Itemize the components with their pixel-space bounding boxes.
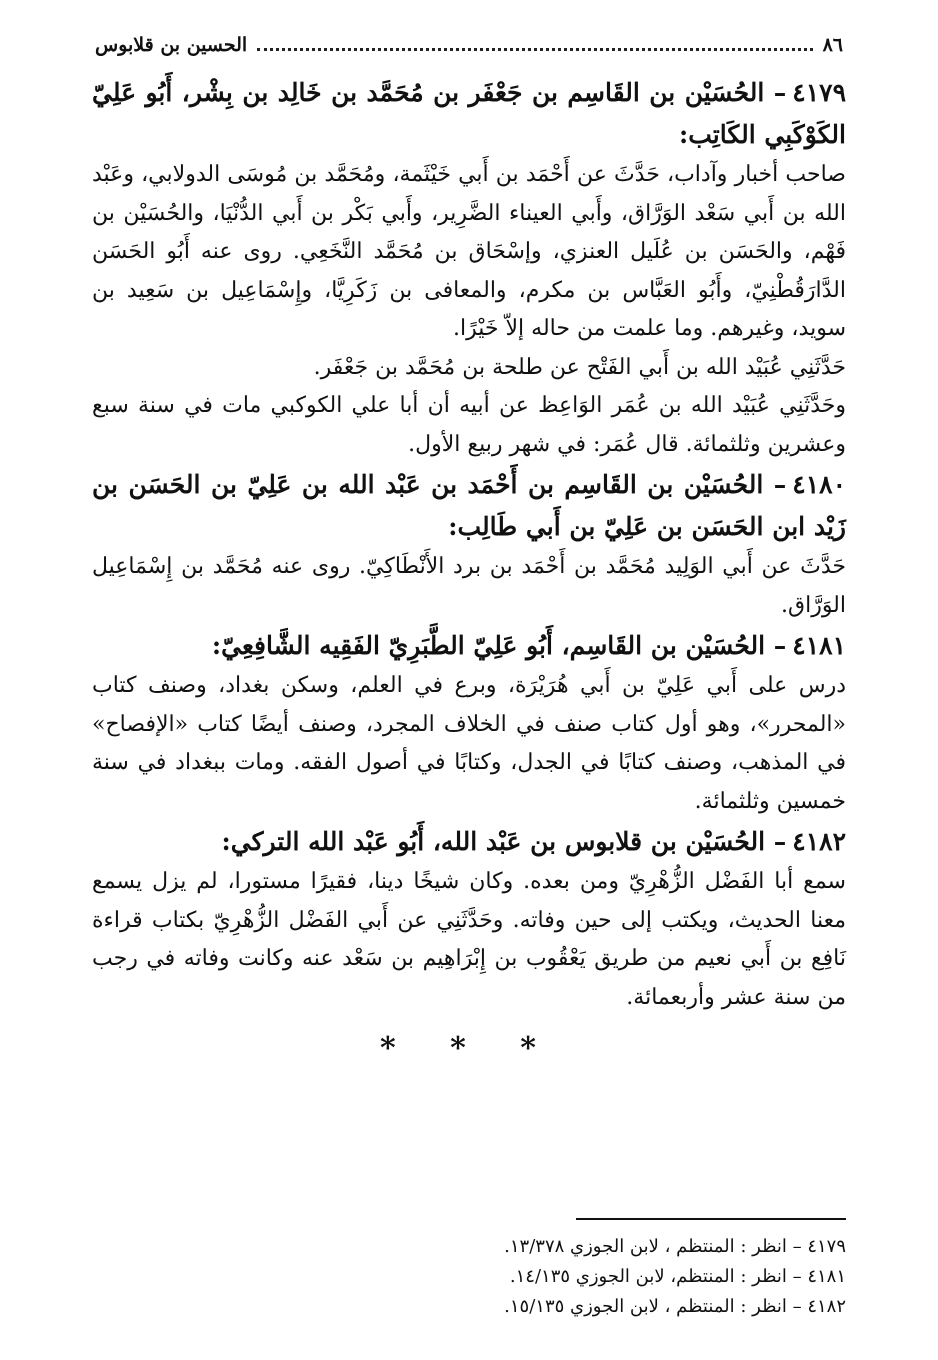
entry-number: ٤١٨١ — [792, 631, 846, 660]
entry-4179 — [92, 72, 846, 464]
running-head-title: الحسين بن قلابوس — [95, 34, 248, 56]
entry-title: – الحُسَيْن بن القَاسِم، أَبُو عَلِيّ الطَّبَرِيّ الفَقِيه الشَّافِعِيّ: — [211, 631, 787, 660]
footnotes — [300, 1232, 846, 1322]
entry-heading — [92, 821, 846, 863]
entry-heading — [92, 625, 846, 667]
footnote-rule — [576, 1218, 846, 1220]
entry-heading — [92, 72, 846, 156]
page-number: ٨٦ — [822, 34, 843, 56]
entry-4180 — [92, 464, 846, 625]
entry-paragraph: سمع أبا الفَضْل الزُّهْرِيّ ومن بعده. وكان شيخًا دينا، فقيرًا مستورا، لم يزل يسمع معنا الحديث، ويكتب إلى حين وفاته. وحَدَّثَنِي عن أَبي الفَضْل الزُّهْرِيّ بكتاب قراءة نَافِع بن أَبي نعيم من طريق يَعْقُوب بن إِبْرَاهِيم بن سَعْد عنه وكانت وفاته في رجب من سنة عشر وأربعمائة. — [92, 869, 846, 1010]
section-separator: * * * — [380, 1031, 558, 1066]
entry-title: – الحُسَيْن بن القَاسِم بن أَحْمَد بن عَبْد الله بن عَلِيّ بن الحَسَن بن زَيْد ابن الحَسَن بن عَلِيّ بن أَبي طَالِب: — [92, 470, 846, 541]
entry-number: ٤١٨٠ — [792, 470, 846, 499]
entry-number: ٤١٧٩ — [792, 78, 846, 107]
main-text — [92, 72, 846, 1074]
entry-paragraph: وحَدَّثَنِي عُبَيْد الله بن عُمَر الوَاعِظ عن أبيه أن أبا علي الكوكبي مات في سنة سبع وعشرين وثلثمائة. قال عُمَر: في شهر ربيع الأول. — [92, 393, 846, 457]
entry-paragraph: حَدَّثَنِي عُبَيْد الله بن أَبي الفَتْح عن طلحة بن مُحَمَّد بن جَعْفَر. — [313, 354, 846, 380]
dotted-leader — [257, 40, 812, 51]
footnote: ٤١٧٩ – انظر : المنتظم ، لابن الجوزي ١٣/٣٧٨. — [504, 1236, 846, 1257]
entry-paragraph: درس على أَبي عَلِيّ بن أَبي هُرَيْرَة، وبرع في العلم، وسكن بغداد، وصنف كتاب «المحرر»، وهو أول كتاب صنف في الخلاف المجرد، وصنف أيضًا كتاب «الإفصاح» في المذهب، وصنف كتابًا في الجدل، وكتابًا في أصول الفقه. ومات ببغداد في سنة خمسين وثلثمائة. — [92, 673, 846, 814]
footnote: ٤١٨١ – انظر : المنتظم، لابن الجوزي ١٤/١٣٥. — [509, 1266, 846, 1287]
footnote: ٤١٨٢ – انظر : المنتظم ، لابن الجوزي ١٥/١٣٥. — [504, 1296, 846, 1317]
entry-4181 — [92, 625, 846, 821]
entry-heading — [92, 464, 846, 548]
entry-title: – الحُسَيْن بن قلابوس بن عَبْد الله، أَبُو عَبْد الله التركي: — [221, 827, 787, 856]
running-head — [95, 34, 843, 56]
entry-number: ٤١٨٢ — [792, 827, 846, 856]
entry-4182 — [92, 821, 846, 1017]
entry-paragraph: حَدَّثَ عن أَبي الوَلِيد مُحَمَّد بن أَحْمَد بن برد الأَنْطَاكِيّ. روى عنه مُحَمَّد بن إِسْمَاعِيل الوَرَّاق. — [92, 554, 846, 618]
entry-paragraph: صاحب أخبار وآداب، حَدَّثَ عن أَحْمَد بن أَبي خَيْثَمة، ومُحَمَّد بن مُوسَى الدولابي، وعَبْد الله بن أَبي سَعْد الوَرَّاق، وأَبي العيناء الضَّرِير، وأَبي بَكْر بن أَبي الدُّنْيَا، والحُسَيْن بن فَهْم، والحَسَن بن عُلَيل العنزي، وإسْحَاق بن مُحَمَّد النَّخَعِي. روى عنه أَبُو الحَسَن الدَّارَقُطْنِيّ، وأَبُو العَبَّاس بن مكرم، والمعافى بن زَكَرِيَّا، وإِسْمَاعِيل بن سَعِيد بن سويد، وغيرهم. وما علمت من حاله إلاّ خَيْرًا. — [92, 162, 846, 341]
entry-title: – الحُسَيْن بن القَاسِم بن جَعْفَر بن مُحَمَّد بن خَالِد بن بِشْر، أَبُو عَلِيّ الكَوْكَبِي الكَاتِب: — [92, 78, 846, 149]
